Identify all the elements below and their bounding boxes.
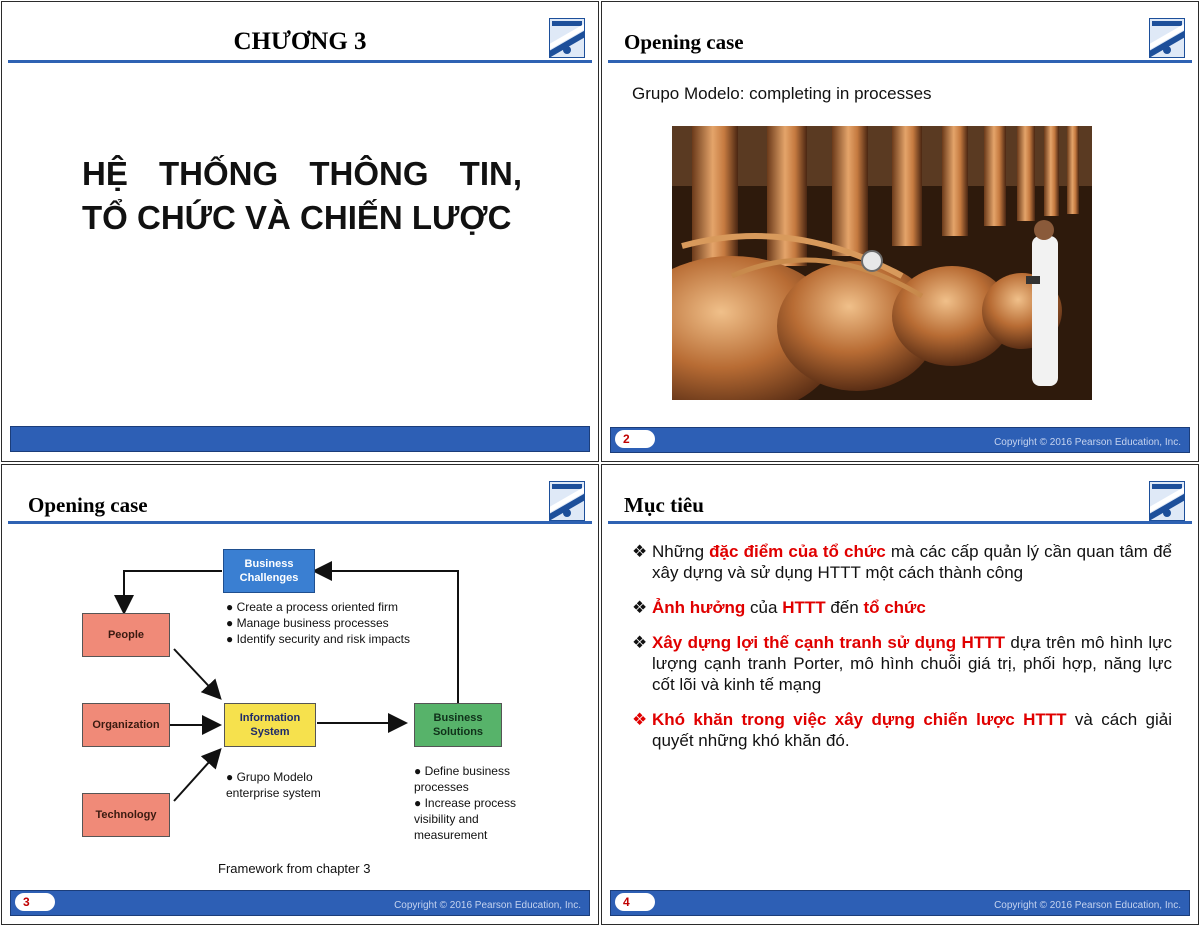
page-number: 4 [615, 893, 655, 911]
pearson-logo [1149, 18, 1185, 58]
list-item: ● Increase process visibility and measurement [414, 796, 516, 842]
copyright-text: Copyright © 2016 Pearson Education, Inc. [994, 437, 1181, 448]
heading-word: HỆ [82, 155, 128, 192]
list-item: ● Define business processes [414, 764, 510, 794]
slide-footer-bar [10, 890, 590, 916]
slide-title: Mục tiêu [624, 493, 704, 517]
slide-title: CHƯƠNG 3 [233, 28, 367, 55]
business-challenges-box: Business Challenges [223, 549, 315, 593]
list-item: ❖ Ảnh hưởng của HTTT đến tổ chức [632, 598, 926, 617]
slide-1 [1, 1, 599, 462]
slide-subtitle: Grupo Modelo: completing in processes [632, 84, 932, 103]
title-underline [8, 60, 592, 63]
diamond-bullet-icon: ❖ [632, 542, 648, 561]
slide-title: Opening case [28, 493, 148, 517]
chapter-heading [82, 152, 522, 240]
slide-footer-bar [610, 427, 1190, 453]
list-item: ● Identify security and risk impacts [226, 632, 410, 646]
infosys-bullet-list [226, 769, 356, 801]
page-number: 3 [15, 893, 55, 911]
slide-footer-bar [610, 890, 1190, 916]
organization-box: Organization [82, 703, 170, 747]
framework-arrows [2, 465, 599, 925]
diamond-bullet-icon: ❖ [632, 633, 648, 652]
diamond-bullet-icon: ❖ [632, 598, 648, 617]
copyright-text: Copyright © 2016 Pearson Education, Inc. [394, 900, 581, 911]
challenges-bullet-list [226, 599, 410, 647]
pearson-logo [549, 18, 585, 58]
title-underline [608, 521, 1192, 524]
list-item: ● Grupo Modelo enterprise system [226, 770, 321, 800]
heading-word: TIN, [459, 155, 522, 192]
heading-word: THÔNG [309, 155, 429, 192]
copyright-text: Copyright © 2016 Pearson Education, Inc. [994, 900, 1181, 911]
list-item: ❖ Xây dựng lợi thế cạnh tranh sử dụng HTTT dựa trên mô hình lực lượng cạnh tranh Porter, mô hình chuỗi giá trị, phối hợp, năng lực cốt lõi và kinh tế mạng [632, 633, 1173, 694]
page-number: 2 [615, 430, 655, 448]
diamond-bullet-icon: ❖ [632, 710, 648, 729]
slide-title: Opening case [624, 30, 744, 54]
objectives-list [632, 541, 1172, 765]
pearson-logo [1149, 481, 1185, 521]
heading-word: THỐNG [159, 155, 279, 192]
people-box: People [82, 613, 170, 657]
list-item: ● Create a process oriented firm [226, 600, 398, 614]
technology-box: Technology [82, 793, 170, 837]
brewery-photo [672, 126, 1092, 400]
slide-3 [1, 464, 599, 925]
slide-footer-bar [10, 426, 590, 452]
heading-line-2: TỔ CHỨC VÀ CHIẾN LƯỢC [82, 199, 512, 236]
slide-2 [601, 1, 1199, 462]
information-system-box: Information System [224, 703, 316, 747]
list-item: ● Manage business processes [226, 616, 389, 630]
list-item: ❖ Khó khăn trong việc xây dựng chiến lược HTTT và cách giải quyết những khó khăn đó. [632, 710, 1173, 750]
title-underline [608, 60, 1192, 63]
slide-4 [601, 464, 1199, 925]
solutions-bullet-list [414, 763, 554, 843]
list-item: ❖ Những đặc điểm của tổ chức mà các cấp quản lý cần quan tâm để xây dựng và sử dụng HTTT một cách thành công [632, 542, 1173, 582]
business-solutions-box: Business Solutions [414, 703, 502, 747]
figure-caption: Framework from chapter 3 [218, 861, 371, 876]
